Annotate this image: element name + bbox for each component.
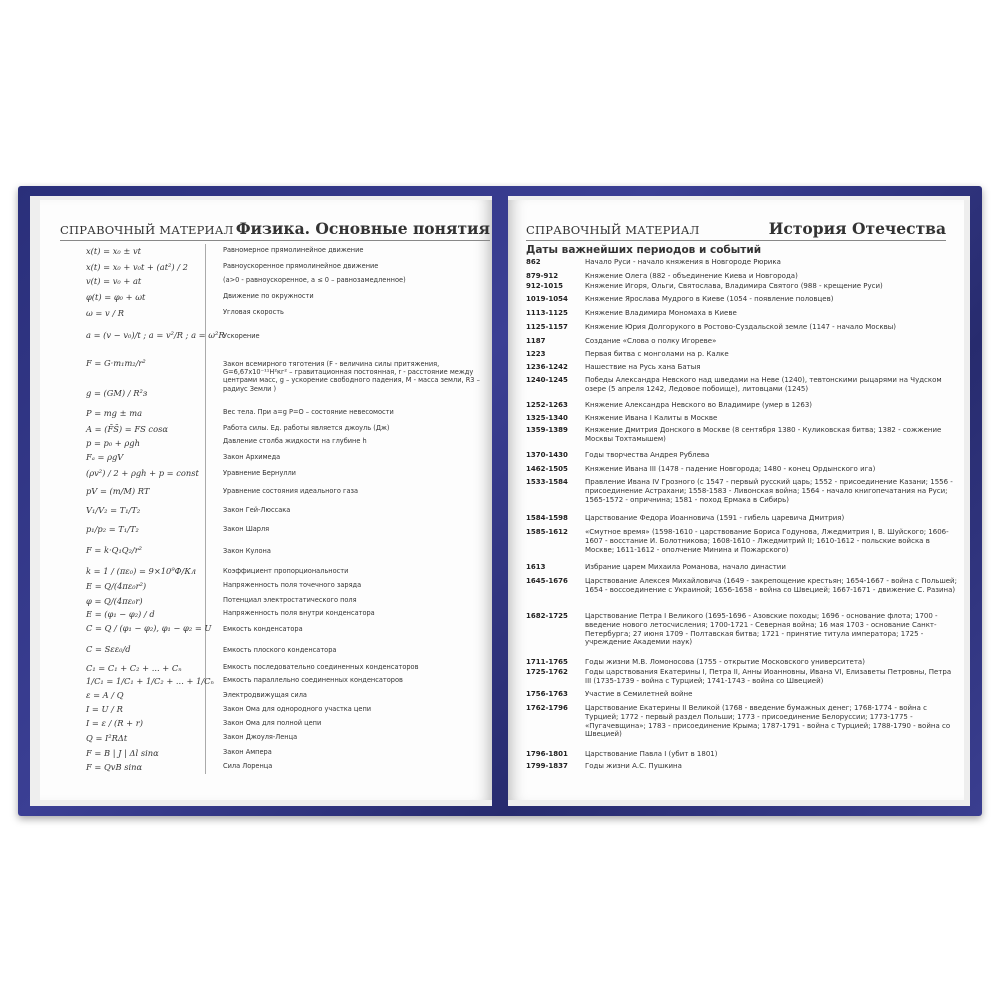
formula-description: Сила Лоренца xyxy=(223,762,273,770)
event-description: Первая битва с монголами на р. Калке xyxy=(585,350,729,358)
event-description: Правление Ивана IV Грозного (с 1547 - первый русский царь; 1552 - присоединение Казани; 1556 - присоединение Астрахани; 1558-1583 - Ливонская война; 1564 - начало книгопечатания на Руси; 1565-1572 - опричнина; 1581 - поход Ермака в Сибирь) xyxy=(585,478,953,504)
event-years: 1725-1762 xyxy=(526,668,568,676)
formula: p = p₀ + ρgh xyxy=(86,438,140,448)
formula: V₁/V₂ = T₁/T₂ xyxy=(86,505,141,515)
formula-description: Равномерное прямолинейное движение xyxy=(223,246,364,254)
event-years: 1756-1763 xyxy=(526,690,568,698)
event-years: 1252-1263 xyxy=(526,401,568,409)
formula: F = k·Q₁Q₂/r² xyxy=(86,545,142,555)
formula: pV = (m/M) RT xyxy=(86,486,150,496)
formula: C = Sεε₀/d xyxy=(86,644,131,654)
event-years: 1359-1389 xyxy=(526,426,568,434)
event-years: 1019-1054 xyxy=(526,295,568,303)
physics-page-header xyxy=(60,216,490,241)
event-years: 1240-1245 xyxy=(526,376,568,384)
formula: x(t) = x₀ + v₀t + (at²) / 2 xyxy=(86,262,188,272)
event-years: 1370-1430 xyxy=(526,451,568,459)
event-years: 1711-1765 xyxy=(526,658,568,666)
event-description: Создание «Слова о полку Игореве» xyxy=(585,337,717,345)
formula-description: Давление столба жидкости на глубине h xyxy=(223,437,367,445)
event-years: 1613 xyxy=(526,563,546,571)
formula: I = U / R xyxy=(86,704,123,714)
formula: p₁/p₂ = T₁/T₂ xyxy=(86,524,139,534)
formula-description: Емкость плоского конденсатора xyxy=(223,646,337,654)
event-description: Царствование Петра I Великого (1695-1696 - Азовские походы; 1696 - основание флота; 1700 - введение нового летосчисления; 1700-1721 - Северная война; 16 мая 1703 - основание Санкт-Петербурга; 27 июня 1709 - Полтавская битва; 1721 - принятие титула императора; 1725 - учреждение Академии наук) xyxy=(585,612,938,647)
formula: F = QvB sinα xyxy=(86,762,143,772)
formula-description: Емкость последовательно соединенных конденсаторов xyxy=(223,663,419,671)
formula: Fₐ = ρgV xyxy=(86,452,124,462)
formula-description: Уравнение Бернулли xyxy=(223,469,296,477)
formula-description: Закон Джоуля-Ленца xyxy=(223,733,298,741)
formula: P = mg ± ma xyxy=(86,408,143,418)
event-years: 1223 xyxy=(526,350,546,358)
formula-description: Движение по окружности xyxy=(223,292,314,300)
formula-description: Емкость параллельно соединенных конденсаторов xyxy=(223,676,403,684)
formula-description: Потенциал электростатического поля xyxy=(223,596,357,604)
event-years: 862 xyxy=(526,258,541,266)
formula-description: Электродвижущая сила xyxy=(223,691,307,699)
event-years: 1762-1796 xyxy=(526,704,568,712)
formula-description: Равноускоренное прямолинейное движение xyxy=(223,262,379,270)
formula: F = G·m₁m₂/r² xyxy=(86,358,146,368)
formula-description: Закон всемирного тяготения (F - величина силы притяжения, G=6,67x10⁻¹¹H²кг² – гравитационная постоянная, r - расстояние между центрами масс, g – ускорение свободного падения, M - масса земли, R3 – радиус Земли ) xyxy=(223,360,480,393)
event-description: Годы царствования Екатерины I, Петра II, Анны Иоанновны, Ивана VI, Елизаветы Петровны, Петра III (1735-1739 - война с Турцией; 1741-1743 - война со Швецией) xyxy=(585,668,952,685)
formula-description: (a>0 - равноускоренное, a ≤ 0 – равнозамедленное) xyxy=(223,276,406,284)
event-description: Княжение Дмитрия Донского в Москве (8 сентября 1380 - Куликовская битва; 1382 - сожжение Москвы Тохтамышем) xyxy=(585,426,942,443)
section-label: СПРАВОЧНЫЙ МАТЕРИАЛ xyxy=(526,223,700,237)
event-years: 1799-1837 xyxy=(526,762,568,770)
event-description: Годы творчества Андрея Рублева xyxy=(585,451,710,459)
event-description: Начало Руси - начало княжения в Новгороде Рюрика xyxy=(585,258,781,266)
event-years: 1585-1612 xyxy=(526,528,568,536)
formula-description: Уравнение состояния идеального газа xyxy=(223,487,359,495)
event-description: Победы Александра Невского над шведами на Неве (1240), тевтонскими рыцарями на Чудском озере (5 апреля 1242, Ледовое побоище), литовцами (1245) xyxy=(585,376,942,393)
history-subtitle: Даты важнейших периодов и событий xyxy=(526,244,762,256)
formula: E = Q/(4πε₀r²) xyxy=(86,581,147,591)
formula-description: Напряженность поля точечного заряда xyxy=(223,581,362,589)
event-description: Княжение Ивана I Калиты в Москве xyxy=(585,414,718,422)
formula: v(t) = v₀ + at xyxy=(86,276,142,286)
formula: C₁ = C₁ + C₂ + ... + Cₙ xyxy=(86,663,182,673)
formula-description: Угловая скорость xyxy=(223,308,284,316)
event-years: 1325-1340 xyxy=(526,414,568,422)
event-description: Княжение Ивана III (1478 - падение Новгорода; 1480 - конец Ордынского ига) xyxy=(585,465,876,473)
formula: I = ε / (R + r) xyxy=(86,718,143,728)
formula: ε = A / Q xyxy=(86,690,124,700)
formula-description: Закон Ома для однородного участка цепи xyxy=(223,705,372,713)
formula-description: Закон Шарля xyxy=(223,525,270,533)
formula: 1/C₁ = 1/C₁ + 1/C₂ + ... + 1/Cₙ xyxy=(86,676,214,686)
page-title: Физика. Основные понятия xyxy=(235,219,490,238)
event-years: 1236-1242 xyxy=(526,363,568,371)
event-years: 912-1015 xyxy=(526,282,563,290)
physics-page xyxy=(40,200,492,800)
event-years: 1645-1676 xyxy=(526,577,568,585)
formula-description: Напряженность поля внутри конденсатора xyxy=(223,609,375,617)
formula: Q = I²RΔt xyxy=(86,733,128,743)
formula: g = (GM) / R²з xyxy=(86,388,148,398)
formula: C = Q / (φ₁ − φ₂), φ₁ − φ₂ = U xyxy=(86,623,212,633)
event-description: Княжение Игоря, Ольги, Святослава, Владимира Святого (988 - крещение Руси) xyxy=(585,282,883,290)
formula: φ = Q/(4πε₀r) xyxy=(86,596,143,606)
event-description: Царствование Павла I (убит в 1801) xyxy=(585,750,718,758)
formula: k = 1 / (πε₀) = 9×10⁹Ф/Кл xyxy=(86,566,197,576)
event-description: Царствование Федора Иоанновича (1591 - гибель царевича Дмитрия) xyxy=(585,514,845,522)
formula-description: Закон Кулона xyxy=(223,547,271,555)
event-years: 1113-1125 xyxy=(526,309,568,317)
event-years: 1533-1584 xyxy=(526,478,568,486)
formula-description: Коэффициент пропорциональности xyxy=(223,567,349,575)
page-title: История Отечества xyxy=(768,219,946,238)
event-description: Царствование Екатерины II Великой (1768 - введение бумажных денег; 1768-1774 - война с Турцией; 1772 - первый раздел Польши; 1773 - присоединение Белоруссии; 1773-1775 - «Пугачевщина»; 1783 - присоединение Крыма; 1787-1791 - война с Турцией; 1788-1790 - война со Швецией) xyxy=(585,704,951,739)
event-description: Годы жизни М.В. Ломоносова (1755 - открытие Московского университета) xyxy=(585,658,865,666)
event-description: Избрание царем Михаила Романова, начало династии xyxy=(585,563,786,571)
event-description: Княжение Александра Невского во Владимире (умер в 1263) xyxy=(585,401,812,409)
formula: F = B | J | Δl sinα xyxy=(86,748,159,758)
event-description: Княжение Ярослава Мудрого в Киеве (1054 - появление половцев) xyxy=(585,295,834,303)
event-description: Княжение Олега (882 - объединение Киева и Новгорода) xyxy=(585,272,798,280)
column-divider xyxy=(205,244,206,774)
formula: a = (v − v₀)/t ; a = v²/R ; a = ω²R xyxy=(86,330,225,340)
event-years: 1462-1505 xyxy=(526,465,568,473)
section-label: СПРАВОЧНЫЙ МАТЕРИАЛ xyxy=(60,223,234,237)
formula: E = (φ₁ − φ₂) / d xyxy=(86,609,155,619)
history-page-header xyxy=(526,216,946,241)
event-description: Княжение Владимира Мономаха в Киеве xyxy=(585,309,737,317)
formula-description: Вес тела. При a=g P=O – состояние невесомости xyxy=(223,408,394,416)
event-description: «Смутное время» (1598-1610 - царствование Бориса Годунова, Лжедмитрия I, В. Шуйского; 1606-1607 - восстание И. Болотникова; 1608-1610 - Лжедмитрий II; 1610-1612 - польские войска в Москве; 1611-1612 - ополчение Минина и Пожарского) xyxy=(585,528,949,554)
formula: A = (F̄S̄) = FS cosα xyxy=(86,424,168,434)
formula-description: Закон Гей-Люссака xyxy=(223,506,291,514)
formula-description: Закон Архимеда xyxy=(223,453,281,461)
event-years: 1682-1725 xyxy=(526,612,568,620)
formula-description: Закон Ампера xyxy=(223,748,272,756)
history-page xyxy=(508,200,964,800)
formula-description: Емкость конденсатора xyxy=(223,625,303,633)
formula: φ(t) = φ₀ + ωt xyxy=(86,292,146,302)
event-description: Княжение Юрия Долгорукого в Ростово-Суздальской земле (1147 - начало Москвы) xyxy=(585,323,896,331)
formula-description: Закон Ома для полной цепи xyxy=(223,719,322,727)
formula: x(t) = x₀ ± vt xyxy=(86,246,141,256)
event-description: Нашествие на Русь хана Батыя xyxy=(585,363,701,371)
event-description: Участие в Семилетней войне xyxy=(585,690,693,698)
formula: ω = v / R xyxy=(86,308,124,318)
event-years: 1796-1801 xyxy=(526,750,568,758)
event-description: Годы жизни А.С. Пушкина xyxy=(585,762,682,770)
event-years: 879-912 xyxy=(526,272,559,280)
event-description: Царствование Алексея Михайловича (1649 - закрепощение крестьян; 1654-1667 - война с Польшей; 1654 - воссоединение с Украиной; 1656-1658 - война со Швецией; 1667-1671 - движение С. Разина) xyxy=(585,577,957,594)
formula: (ρv²) / 2 + ρgh + p = const xyxy=(86,468,199,478)
formula-description: Ускорение xyxy=(223,332,260,340)
event-years: 1187 xyxy=(526,337,546,345)
event-years: 1125-1157 xyxy=(526,323,568,331)
formula-description: Работа силы. Ед. работы является джоуль (Дж) xyxy=(223,424,390,432)
event-years: 1584-1598 xyxy=(526,514,568,522)
